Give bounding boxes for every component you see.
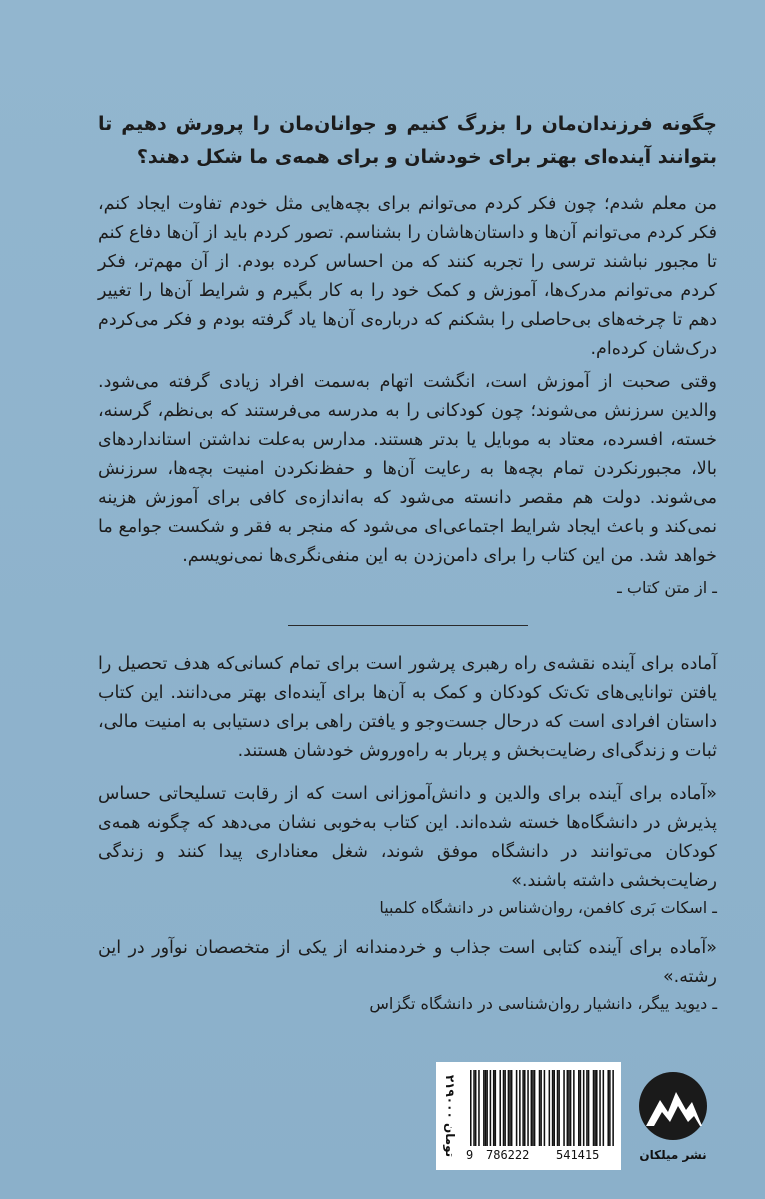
endorsement-quote-1: «آماده برای آینده برای والدین و دانش‌آموزانی است که از رقابت تسلیحاتی حساس پذیرش در دانشگاه‌ها خسته شده‌اند. این کتاب به‌خوبی نشان می‌دهد که چگونه همه‌ی کودکان می‌توانند در دانشگاه موفق شوند، شغل معناداری پیدا کنند و زندگی رضایت‌بخشی داشته باشند.» <box>98 784 717 891</box>
excerpt-paragraph-1: من معلم شدم؛ چون فکر کردم می‌توانم برای بچه‌هایی مثل خودم تفاوت ایجاد کنم، فکر کردم می‌توانم آن‌ها و داستان‌هاشان را بشناسم. تصور کردم باید از آن‌ها دفاع کنم تا مجبور نباشند ترسی را تجربه کنند که من احساس کرده بودم. از آن مهم‌تر، فکر کردم می‌توانم مدرک‌ها، آموزش و کمک خود را به کار بگیرم و شرایط آن‌ها را تغییر دهم تا چرخه‌های بی‌حاصلی را بشکنم که درباره‌ی آن‌ها یاد گرفته بودم و فکر می‌کردم درک‌شان کرده‌ام. <box>98 194 717 359</box>
isbn-prefix: 9 <box>466 1148 474 1162</box>
publisher-name: نشر میلکان <box>639 1148 707 1162</box>
barcode-box <box>436 1062 621 1170</box>
headline: چگونه فرزندان‌مان را بزرگ کنیم و جوانان‌مان را پرورش دهیم تا بتوانند آینده‌ای بهتر برای خودشان و برای همه‌ی ما شکل دهند؟ <box>98 113 717 168</box>
price-label <box>436 1062 464 1170</box>
endorsement-quote-2: «آماده برای آینده کتابی است جذاب و خردمندانه از یکی از متخصصان نوآور در این رشته.» <box>98 938 717 987</box>
endorsement-attribution-2: ـ دیوید ییگر، دانشیار روان‌شناسی در دانشگاه تگزاس <box>369 994 717 1013</box>
isbn-number <box>466 1148 616 1166</box>
excerpt-source: ـ از متن کتاب ـ <box>617 578 717 597</box>
mountain-logo-icon <box>638 1066 708 1148</box>
publisher-logo <box>638 1066 708 1170</box>
barcode-icon <box>470 1070 614 1146</box>
price-text: ۲۱۹۰۰۰ تومان <box>443 1074 457 1158</box>
isbn-group-2: 541415 <box>556 1148 600 1162</box>
excerpt-paragraph-2: وقتی صحبت از آموزش است، انگشت اتهام به‌سمت افراد زیادی گرفته می‌شود. والدین سرزنش می‌شوند؛ چون کودکانی را به مدرسه می‌فرستند که بی‌نظم، گرسنه، خسته، افسرده، معتاد به موبایل یا بدتر هستند. مدارس به‌علت نداشتن استانداردهای بالا، مجبورنکردن تمام بچه‌ها به رعایت آن‌ها و حفظ‌نکردن امنیت بچه‌ها، سرزنش می‌شوند. دولت هم مقصر دانسته می‌شود که به‌اندازه‌ی کافی برای آموزش هزینه نمی‌کند و باعث ایجاد شرایط اجتماعی‌ای می‌شود که منجر به فقر و شکست جوامع ما خواهد شد. من این کتاب را برای دامن‌زدن به این منفی‌نگری‌ها نمی‌نویسم. <box>98 372 717 566</box>
isbn-group-1: 786222 <box>486 1148 530 1162</box>
divider <box>288 625 528 626</box>
cover-text <box>98 108 717 1030</box>
book-description: آماده برای آینده نقشه‌ی راه رهبری پرشور است برای تمام کسانی‌که هدف تحصیل را یافتن توانایی‌های تک‌تک کودکان و کمک به آن‌ها برای آینده‌ای بهتر می‌دانند. این کتاب داستان افرادی است که درحال جست‌وجو و یافتن راهی برای دستیابی به امنیت مالی، ثبات و زندگی‌ای رضایت‌بخش و پربار به راه‌وروش خودشان هستند. <box>98 654 717 761</box>
endorsement-attribution-1: ـ اسکات بَری کافمن، روان‌شناس در دانشگاه کلمبیا <box>379 898 717 917</box>
